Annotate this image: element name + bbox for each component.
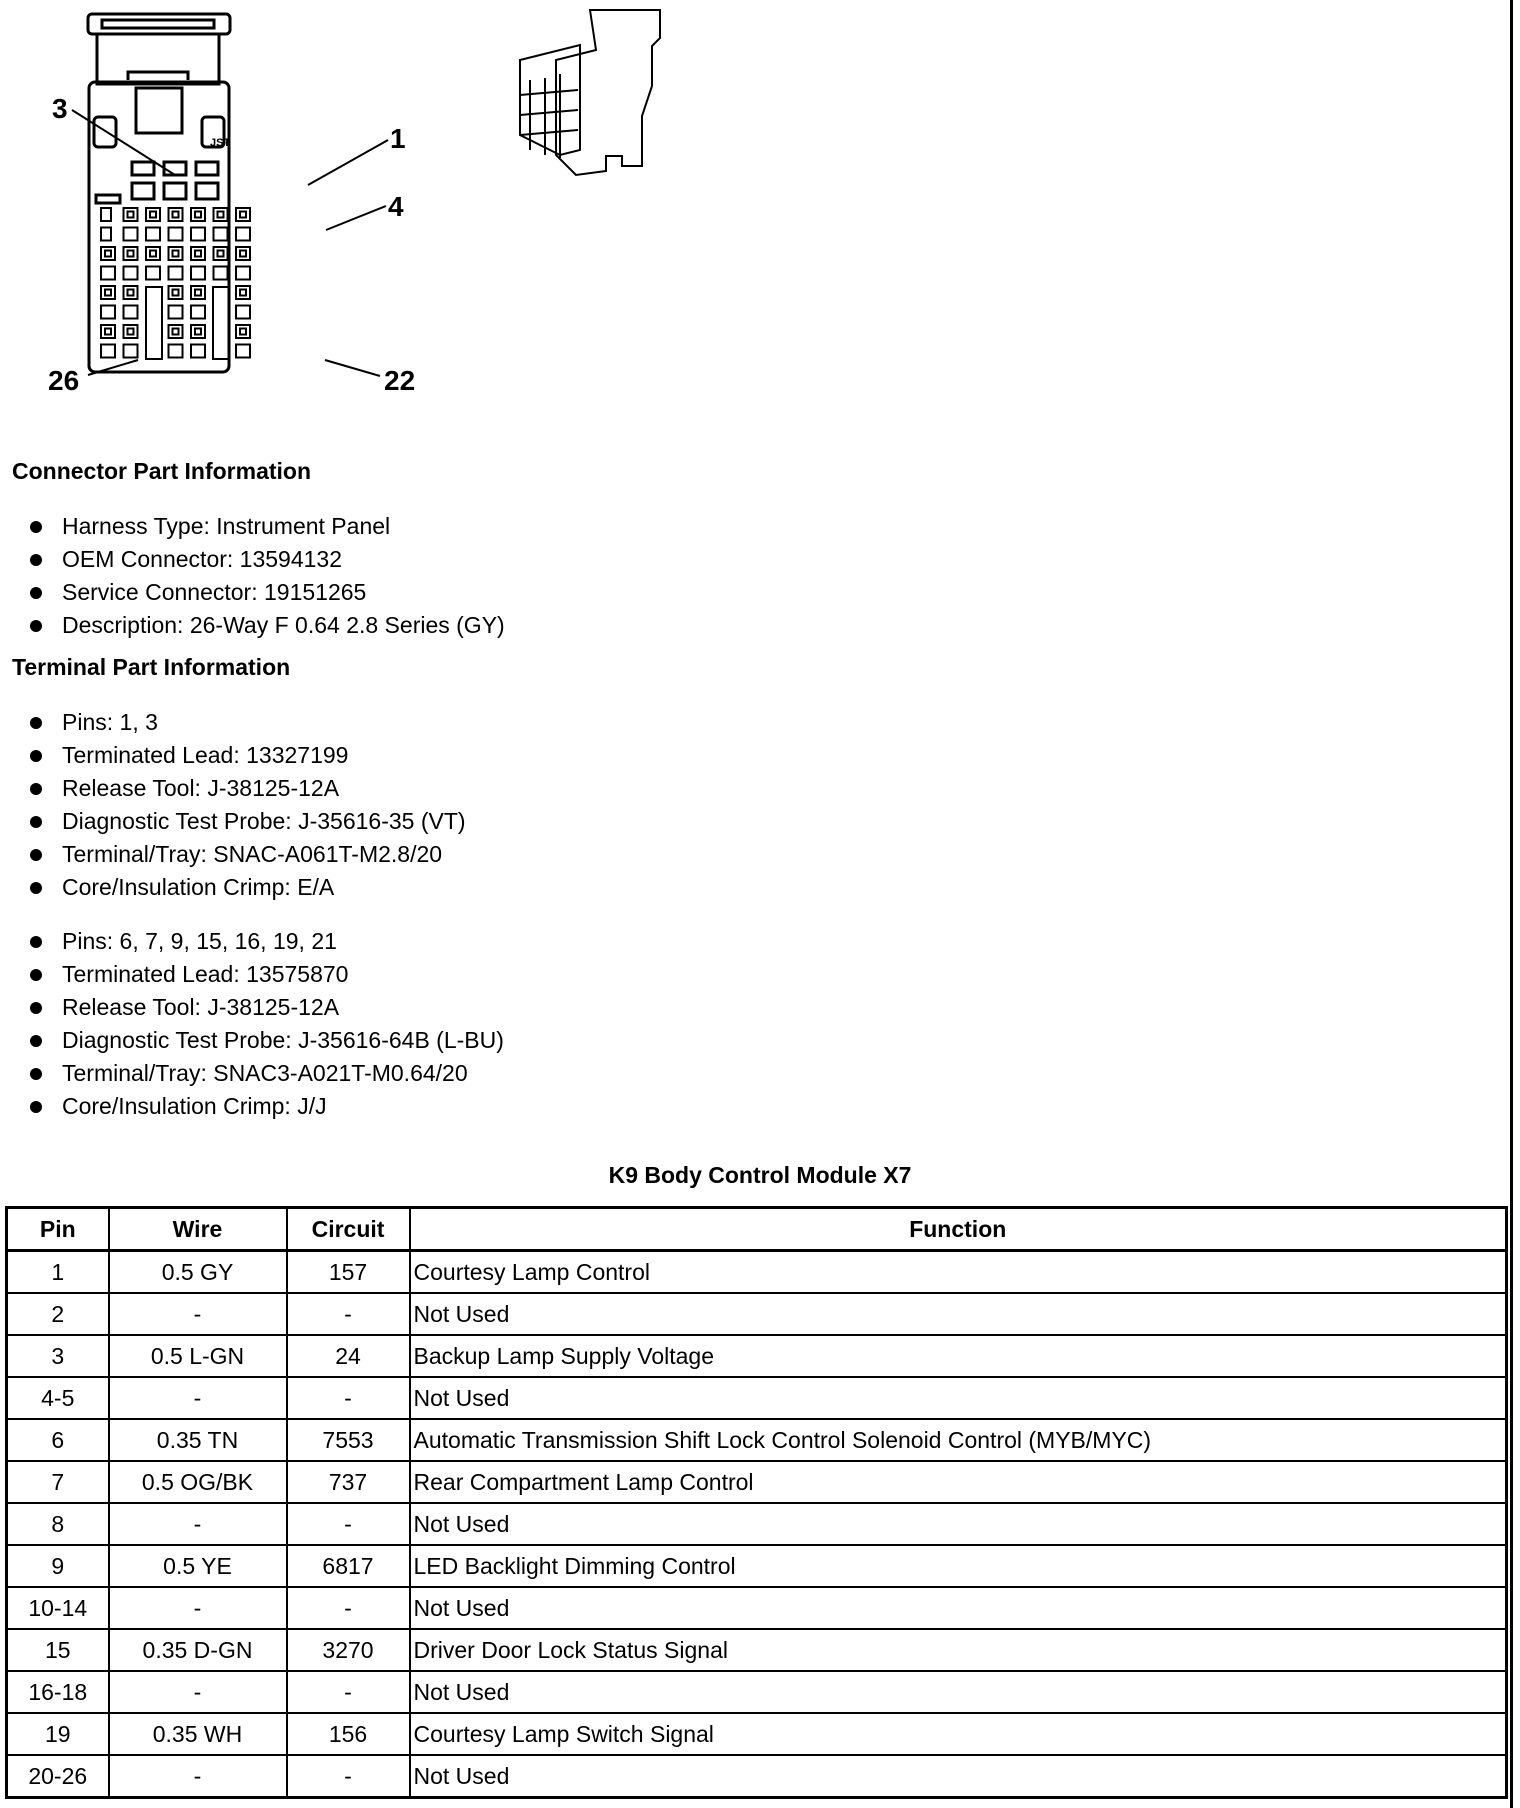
header-function: Function [410,1208,1507,1251]
table-title: K9 Body Control Module X7 [608,1162,912,1188]
cavity [101,345,115,358]
list-item: Core/Insulation Crimp: E/A [28,871,466,904]
cavity [191,325,205,338]
cavity [169,228,183,241]
list-item: Release Tool: J-38125-12A [28,772,466,805]
cavity-inner [105,290,111,296]
cell-circuit: 156 [287,1713,410,1755]
list-item: Diagnostic Test Probe: J-35616-64B (L-BU) [28,1024,504,1057]
cavity [191,267,205,280]
cell-circuit: 737 [287,1461,410,1503]
table-row [7,1377,1507,1419]
cavity-inner [173,290,179,296]
list-item: Core/Insulation Crimp: J/J [28,1090,504,1123]
cell-wire: - [109,1671,287,1713]
cell-wire: - [109,1377,287,1419]
cavity [236,267,250,280]
list-item: Pins: 6, 7, 9, 15, 16, 19, 21 [28,925,504,958]
cavity [124,208,138,221]
cavity [191,286,205,299]
cell-pin: 1 [7,1251,109,1294]
table-row [7,1503,1507,1545]
cell-pin: 7 [7,1461,109,1503]
cavity-inner [173,329,179,335]
cell-pin: 15 [7,1629,109,1671]
cavity [169,286,183,299]
cell-circuit: - [287,1755,410,1798]
cell-wire: - [109,1587,287,1629]
cavity [236,286,250,299]
cavity [146,228,160,241]
table-row [7,1587,1507,1629]
cell-wire: - [109,1755,287,1798]
cavity [124,286,138,299]
header-wire: Wire [109,1208,287,1251]
cell-pin: 20-26 [7,1755,109,1798]
list-item: Harness Type: Instrument Panel [28,510,505,543]
table-row [7,1629,1507,1671]
cavity [101,306,115,319]
cavity [214,247,228,260]
list-item: Description: 26-Way F 0.64 2.8 Series (GY) [28,609,505,642]
cavity [214,208,228,221]
connector-iso-view [520,10,660,175]
cavity [236,325,250,338]
cavity-inner [128,251,134,257]
cavity [214,228,228,241]
cavity [124,228,138,241]
cavity-inner [195,329,201,335]
connector-part-info-heading: Connector Part Information [12,458,312,484]
cavity [124,267,138,280]
terminal-group-1 [28,706,466,904]
cavity [191,208,205,221]
cell-function: Not Used [410,1587,1507,1629]
cell-function: Not Used [410,1293,1507,1335]
cavity-inner [240,212,246,218]
cell-function: Backup Lamp Supply Voltage [410,1335,1507,1377]
cavity-inner [173,212,179,218]
callout-4: 4 [388,191,404,222]
list-item: Terminal/Tray: SNAC-A061T-M2.8/20 [28,838,466,871]
cavity [146,267,160,280]
cavity [169,325,183,338]
cavity [169,247,183,260]
cavity-inner [195,212,201,218]
cavity [236,345,250,358]
cell-function: Not Used [410,1503,1507,1545]
callout-22: 22 [384,365,416,396]
cavity [101,228,111,241]
cavity [124,325,138,338]
cavity [169,306,183,319]
cell-circuit: 157 [287,1251,410,1294]
cavity [169,267,183,280]
cell-wire: 0.5 OG/BK [109,1461,287,1503]
cell-function: Not Used [410,1755,1507,1798]
cell-wire: 0.5 YE [109,1545,287,1587]
cell-pin: 2 [7,1293,109,1335]
table-row [7,1419,1507,1461]
table-row [7,1293,1507,1335]
cell-circuit: - [287,1587,410,1629]
cavity-inner [218,212,224,218]
cell-circuit: 6817 [287,1545,410,1587]
cell-pin: 10-14 [7,1587,109,1629]
cell-wire: 0.35 D-GN [109,1629,287,1671]
table-row [7,1335,1507,1377]
cavity [146,208,160,221]
cavity [191,345,205,358]
cavity-inner [218,251,224,257]
cavity-inner [128,290,134,296]
cavity [124,306,138,319]
header-pin: Pin [7,1208,109,1251]
cavity [101,208,111,221]
cavity [236,228,250,241]
cavity-inner [195,251,201,257]
table-row [7,1251,1507,1294]
cell-function: Driver Door Lock Status Signal [410,1629,1507,1671]
list-item: Terminal/Tray: SNAC3-A021T-M0.64/20 [28,1057,504,1090]
cavity [101,247,115,260]
cavity-inner [195,290,201,296]
callout-1: 1 [390,123,406,154]
pinout-table [5,1206,1508,1799]
page-border [1510,0,1513,1808]
cell-circuit: 7553 [287,1419,410,1461]
list-item: Release Tool: J-38125-12A [28,991,504,1024]
cavity-inner [173,251,179,257]
cavity-inner [150,251,156,257]
cell-wire: 0.5 GY [109,1251,287,1294]
cell-pin: 4-5 [7,1377,109,1419]
cell-wire: 0.35 TN [109,1419,287,1461]
cavity [236,247,250,260]
cavity [191,247,205,260]
callout-26: 26 [48,365,80,396]
cavity-inner [128,329,134,335]
table-row [7,1461,1507,1503]
list-item: OEM Connector: 13594132 [28,543,505,576]
cavity [101,325,115,338]
cell-wire: 0.5 L-GN [109,1335,287,1377]
cavity [214,267,228,280]
cell-pin: 3 [7,1335,109,1377]
cell-circuit: - [287,1377,410,1419]
cell-wire: - [109,1503,287,1545]
cavity [146,247,160,260]
table-row [7,1545,1507,1587]
table-row [7,1713,1507,1755]
cavity [124,345,138,358]
cell-circuit: 3270 [287,1629,410,1671]
cell-function: Automatic Transmission Shift Lock Control Solenoid Control (MYB/MYC) [410,1419,1507,1461]
cell-function: Courtesy Lamp Control [410,1251,1507,1294]
cell-pin: 9 [7,1545,109,1587]
cavity [101,286,115,299]
cell-function: Not Used [410,1671,1507,1713]
cell-pin: 6 [7,1419,109,1461]
cavity [124,247,138,260]
cavity-inner [105,329,111,335]
cavity [169,345,183,358]
cell-wire: 0.35 WH [109,1713,287,1755]
cavity-inner [128,212,134,218]
cavity [101,267,115,280]
callout-3: 3 [52,93,68,124]
list-item: Pins: 1, 3 [28,706,466,739]
cell-wire: - [109,1293,287,1335]
cavity-inner [240,290,246,296]
cell-function: LED Backlight Dimming Control [410,1545,1507,1587]
connector-part-info-list [28,510,505,642]
table-row [7,1671,1507,1713]
cell-circuit: - [287,1671,410,1713]
cell-function: Courtesy Lamp Switch Signal [410,1713,1507,1755]
cell-pin: 19 [7,1713,109,1755]
cell-pin: 8 [7,1503,109,1545]
jst-logo: JST [210,137,231,149]
terminal-part-info-heading: Terminal Part Information [12,654,291,680]
cavity [191,306,205,319]
cavity [236,306,250,319]
cavity [169,208,183,221]
keying-slot [213,287,229,359]
cell-circuit: - [287,1503,410,1545]
table-header-row [7,1208,1507,1251]
list-item: Terminated Lead: 13575870 [28,958,504,991]
cavity [236,208,250,221]
list-item: Service Connector: 19151265 [28,576,505,609]
list-item: Diagnostic Test Probe: J-35616-35 (VT) [28,805,466,838]
list-item: Terminated Lead: 13327199 [28,739,466,772]
header-circuit: Circuit [287,1208,410,1251]
table-row [7,1755,1507,1798]
cell-function: Not Used [410,1377,1507,1419]
cell-pin: 16-18 [7,1671,109,1713]
cavity [191,228,205,241]
cell-circuit: - [287,1293,410,1335]
cavity-inner [240,329,246,335]
cavity-inner [150,212,156,218]
cavity-inner [240,251,246,257]
cavity-inner [105,251,111,257]
connector-diagram [0,0,760,420]
keying-slot [146,287,162,359]
cell-circuit: 24 [287,1335,410,1377]
terminal-group-2 [28,925,504,1123]
cell-function: Rear Compartment Lamp Control [410,1461,1507,1503]
